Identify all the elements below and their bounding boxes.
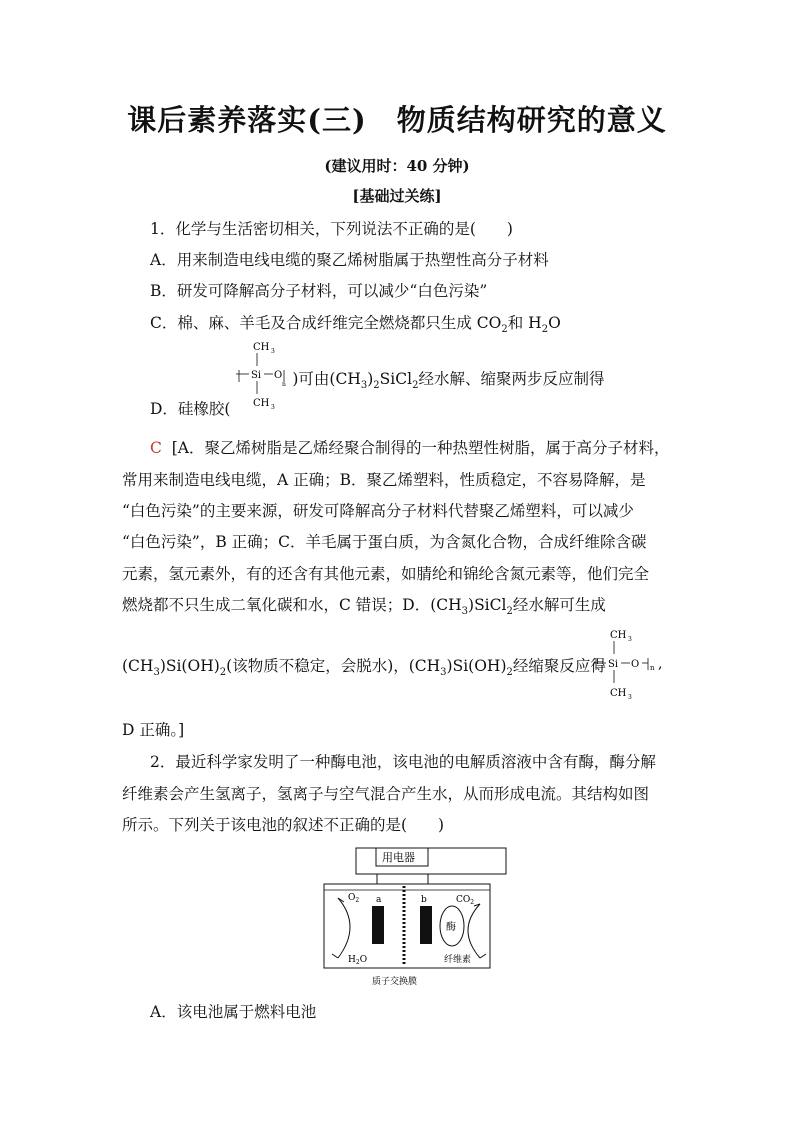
formula-o: O [274, 370, 283, 381]
q1-explanation-line-3: “白色污染”的主要来源，研发可降解高分子材料代替聚乙烯塑料，可以减少 [122, 502, 634, 520]
q1-option-c: C．棉、麻、羊毛及合成纤维完全燃烧都只生成 $CO_2$和 $H_2O$ [150, 314, 561, 336]
electrode-b [420, 906, 432, 944]
svg-text:3: 3 [271, 404, 276, 411]
q1-explanation-line-8: D 正确。] [122, 721, 185, 739]
device-label: 用电器 [382, 851, 415, 864]
section-heading: [基础过关练] [352, 187, 442, 205]
time-note: (建议用时：40 分钟) [324, 157, 470, 175]
svg-text:,: , [658, 656, 663, 672]
q1-explanation-line-1: C [A．聚乙烯树脂是乙烯经聚合制得的一种热塑性树脂，属于高分子材料， [150, 439, 670, 457]
page-title: 课后素养落实(三) 物质结构研究的意义 [127, 103, 667, 137]
svg-text:CH: CH [610, 630, 627, 641]
q2-stem-line-1: 2．最近科学家发明了一种酶电池，该电池的电解质溶液中含有酶，酶分解 [150, 753, 656, 771]
q1-explanation-line-2: 常用来制造电线电缆，A 正确；B．聚乙烯塑料，性质稳定，不容易降解，是 [122, 471, 646, 489]
q1-explanation-line-6: 燃烧都不只生成二氧化碳和水，C 错误；D．$(CH_3)SiCl_2$经水解可生成 [122, 596, 606, 618]
o2-label: $O_2$ [348, 893, 360, 904]
electrode-a [372, 906, 384, 944]
cellulose-label: 纤维素 [444, 955, 472, 965]
silicone-structure-formula [235, 340, 287, 416]
q1-explanation-line-4: “白色污染”，B 正确；C．羊毛属于蛋白质，为含氮化合物，合成纤维除含碳 [122, 533, 647, 551]
svg-text:3: 3 [271, 348, 276, 355]
q1-option-a: A．用来制造电线电缆的聚乙烯树脂属于热塑性高分子材料 [150, 251, 549, 269]
electrode-b-label: b [421, 895, 427, 905]
q1-stem: 1．化学与生活密切相关，下列说法不正确的是( ) [150, 220, 513, 238]
q2-stem-line-2: 纤维素会产生氢离子，氢离子与空气混合产生水，从而形成电流。其结构如图 [122, 785, 650, 803]
svg-text:3: 3 [628, 694, 632, 701]
q2-stem-line-3: 所示。下列关于该电池的叙述不正确的是( ) [122, 816, 445, 834]
svg-text:n: n [650, 664, 655, 672]
q1-explanation-line-7: $(CH_3)Si(OH)_2$(该物质不稳定，会脱水)，$(CH_3)Si(OH)_2$经缩聚反应得 [122, 657, 606, 679]
co2-label: $CO_2$ [456, 895, 475, 906]
formula-ch3-bottom: CH [253, 398, 270, 409]
svg-text:3: 3 [628, 636, 632, 643]
enzyme-battery-diagram [320, 846, 520, 995]
formula-si: Si [251, 370, 262, 381]
svg-text:n: n [282, 381, 287, 388]
formula-ch3-top: CH [253, 342, 270, 353]
membrane-label: 质子交换膜 [372, 977, 418, 987]
q1-option-d: D．硅橡胶( CH 3 Si O n CH 3 )可由$(CH_3)_2SiCl_2$经水解、缩聚两步反应制得 [150, 342, 605, 418]
polymer-structure-formula [592, 626, 674, 710]
svg-text:CH: CH [610, 688, 627, 699]
q1-answer-letter: C [150, 439, 162, 457]
q1-option-b: B．研发可降解高分子材料，可以减少“白色污染” [150, 282, 488, 300]
enzyme-label: 酶 [446, 922, 456, 933]
q2-option-a: A．该电池属于燃料电池 [150, 1003, 317, 1021]
q1-explanation-line-5: 元素，氢元素外，有的还含有其他元素，如腈纶和锦纶含氮元素等，他们完全 [122, 565, 650, 583]
electrode-a-label: a [376, 895, 382, 905]
h2o-label: $H_2O$ [348, 955, 368, 966]
svg-text:Si: Si [608, 659, 619, 670]
svg-text:O: O [631, 659, 640, 670]
